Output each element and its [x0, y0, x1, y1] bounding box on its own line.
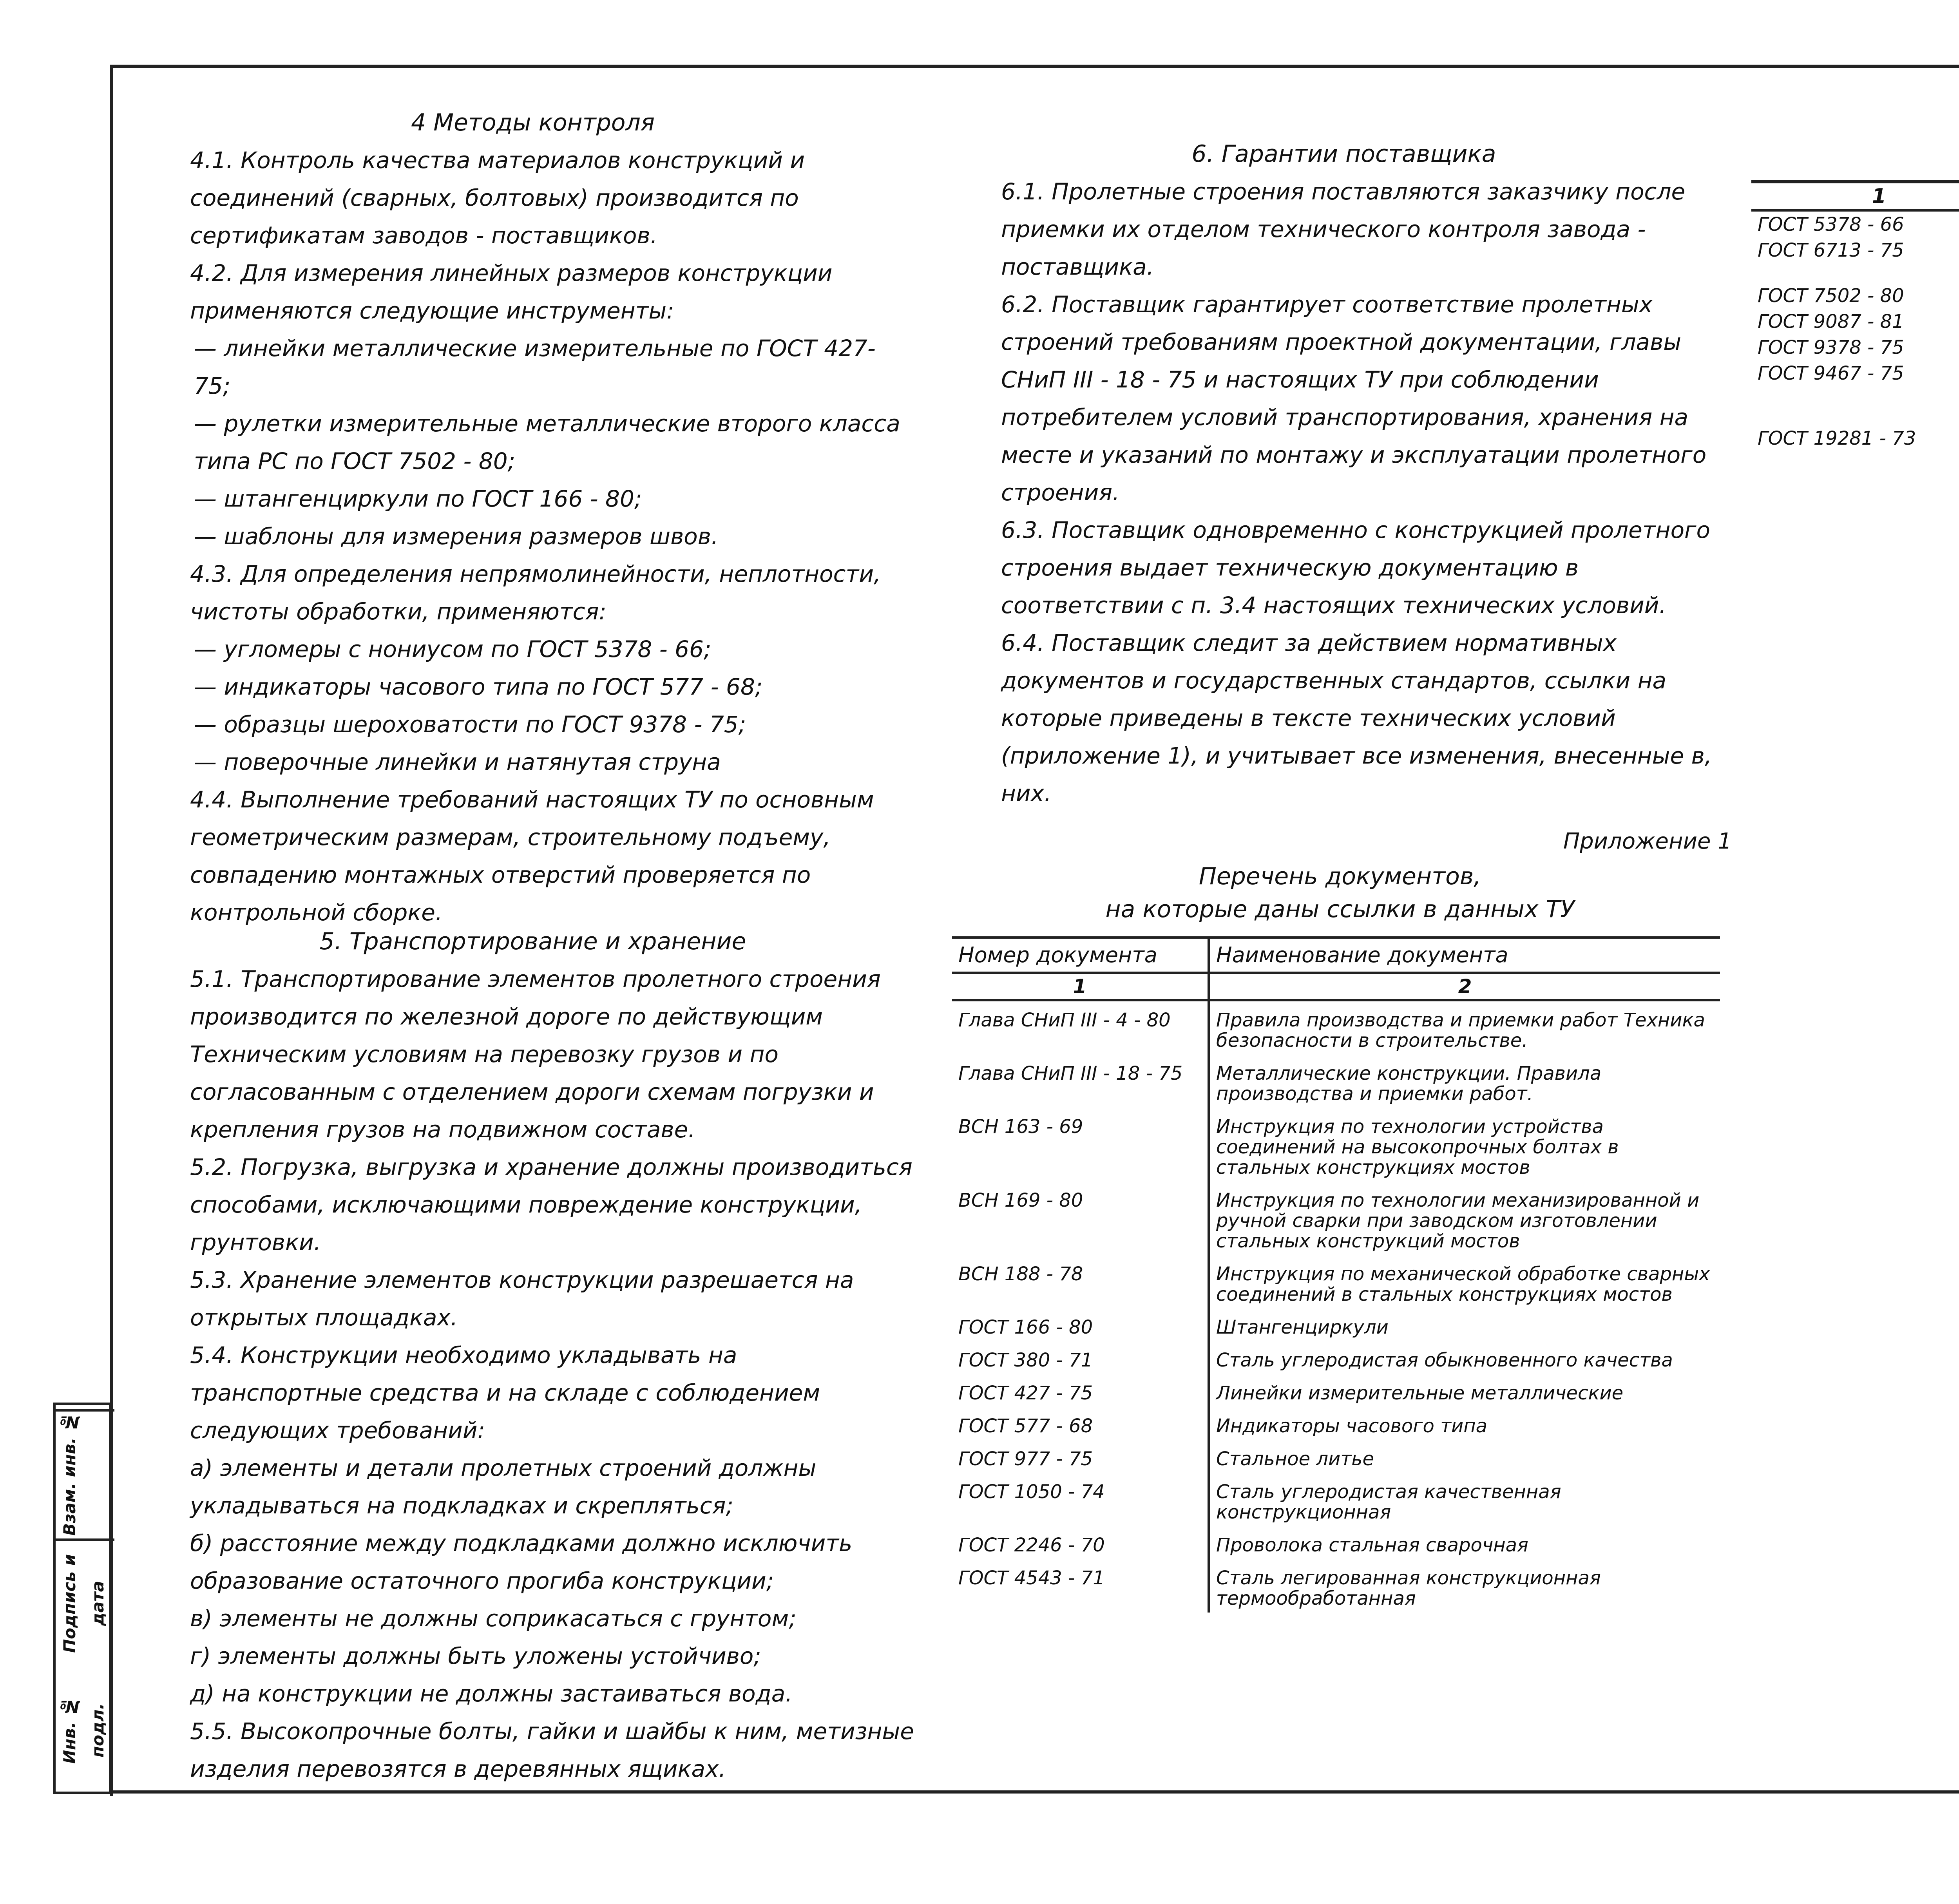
col-header-number: Номер документа [952, 938, 1209, 973]
para-5-5: 5.5. Высокопрочные болты, гайки и шайбы к ним, метизные изделия перевозятся в деревянных ящиках. [190, 1718, 914, 1782]
doc-name: Сталь легированная конструкционная термообработанная [1216, 1567, 1601, 1609]
table-row [952, 1055, 1720, 1108]
doc-number: ВСН 169 - 80 [952, 1182, 1209, 1255]
para-6-1: 6.1. Пролетные строения поставляются заказчику после приемки их отделом технического контроля завода - поставщика. [1001, 178, 1686, 280]
table-row [952, 1407, 1720, 1440]
doc-number: ГОСТ 19281 - 73 [1758, 427, 1916, 449]
table-row [952, 1526, 1720, 1559]
doc-number: ГОСТ 2246 - 70 [952, 1526, 1209, 1559]
table-row [1751, 360, 1959, 425]
section-5-title: 5. Транспортирование и хранение [319, 928, 746, 955]
doc-number: ГОСТ 9087 - 81 [1758, 311, 1904, 333]
list-item: а) элементы и детали пролетных строений должны укладываться на подкладках и скрепляться; [190, 1455, 817, 1519]
doc-number: ГОСТ 4543 - 71 [952, 1559, 1209, 1613]
col-header-name: Наименование документа [1216, 943, 1508, 967]
doc-name: Инструкция по технологии механизированной и ручной сварки при заводском изготовлении стальных конструкций мостов [1216, 1189, 1700, 1252]
list-item: — образцы шероховатости по ГОСТ 9378 - 75; [194, 711, 746, 738]
para-4-1: 4.1. Контроль качества материалов конструкций и соединений (сварных, болтовых) производится по сертификатам заводов - поставщиков. [190, 147, 805, 249]
doc-number: ГОСТ 5378 - 66 [1758, 214, 1904, 235]
para-4-4: 4.4. Выполнение требований настоящих ТУ по основным геометрическим размерам, строительному подъему, совпадению монтажных отверстий проверяется по контрольной сборке. [190, 786, 874, 926]
table-row [952, 1108, 1720, 1182]
doc-number: ГОСТ 1050 - 74 [952, 1473, 1209, 1526]
appendix-title-line1: Перечень документов, [1199, 863, 1481, 890]
table-row [952, 1255, 1720, 1309]
table-row [952, 1341, 1720, 1374]
doc-number: ГОСТ 9467 - 75 [1758, 362, 1904, 384]
table-row [1751, 237, 1959, 283]
section-4 [151, 104, 915, 931]
doc-number: ВСН 163 - 69 [952, 1108, 1209, 1182]
list-item: — шаблоны для измерения размеров швов. [194, 523, 719, 550]
para-5-1: 5.1. Транспортирование элементов пролетного строения производится по железной дороге по действующим Техническим условиям на перевозку грузов и по согласованным с отделением дороги схемам погрузки и крепления грузов на подвижном составе. [190, 966, 881, 1143]
para-5-2: 5.2. Погрузка, выгрузка и хранение должны производиться способами, исключающими повреждение конструкции, грунтовки. [190, 1154, 913, 1256]
table-row [1751, 210, 1959, 237]
para-5-3: 5.3. Хранение элементов конструкции разрешается на открытых площадках. [190, 1267, 854, 1331]
table-row [952, 1182, 1720, 1255]
table-row [1751, 335, 1959, 360]
doc-name: Проволока стальная сварочная [1216, 1534, 1528, 1556]
para-6-2: 6.2. Поставщик гарантирует соответствие пролетных строений требованиям проектной документации, главы СНиП III - 18 - 75 и настоящих ТУ при соблюдении потребителем условий транспортирования, хранения на месте и указаний по монтажу и эксплуатации пролетного строения. [1001, 291, 1707, 506]
doc-number: ГОСТ 977 - 75 [952, 1440, 1209, 1473]
doc-name: Штангенциркули [1216, 1316, 1389, 1338]
section-5 [151, 923, 915, 1788]
documents-table [952, 936, 1720, 1613]
appendix-label: Приложение 1 [1563, 829, 1732, 854]
side-stamp-field: Инв. № подл. [60, 1697, 107, 1764]
doc-number: ГОСТ 427 - 75 [952, 1374, 1209, 1407]
doc-number: ГОСТ 6713 - 75 [1758, 239, 1904, 261]
table-row [952, 1473, 1720, 1526]
doc-name: Сталь углеродистая качественная конструкционная [1216, 1481, 1561, 1523]
table-column-numbers [1751, 182, 1959, 210]
doc-number: ВСН 188 - 78 [952, 1255, 1209, 1309]
table-row [952, 1000, 1720, 1055]
table-row [1751, 309, 1959, 335]
doc-number: ГОСТ 9378 - 75 [1758, 337, 1904, 358]
para-4-2: 4.2. Для измерения линейных размеров конструкции применяются следующие инструменты: [190, 260, 833, 324]
doc-name: Индикаторы часового типа [1216, 1415, 1488, 1437]
list-item: — штангенциркули по ГОСТ 166 - 80; [194, 485, 642, 512]
doc-name: Линейки измерительные металлические [1216, 1382, 1624, 1404]
doc-name: Металлические конструкции. Правила производства и приемки работ. [1216, 1062, 1602, 1105]
doc-name: Инструкция по технологии устройства соединений на высокопрочных болтах в стальных конструкциях мостов [1216, 1116, 1619, 1178]
doc-name: Правила производства и приемки работ Техника безопасности в строительстве. [1216, 1009, 1705, 1052]
doc-number: Глава СНиП III - 4 - 80 [952, 1000, 1209, 1055]
list-item: — линейки металлические измерительные по ГОСТ 427- 75; [194, 335, 876, 399]
appendix-title [956, 860, 1724, 926]
standards-table [1751, 180, 1959, 451]
side-stamp-field: Подпись и дата [56, 1538, 114, 1666]
list-item: — рулетки измерительные металлические второго класса типа РС по ГОСТ 7502 - 80; [194, 410, 900, 474]
list-item: б) расстояние между подкладками должно исключить образование остаточного прогиба конструкции; [190, 1530, 853, 1594]
section-6-title: 6. Гарантии поставщика [1191, 140, 1496, 168]
side-stamp-field: Взам. инв. № [56, 1409, 114, 1537]
col-number-2: 2 [1458, 975, 1472, 998]
doc-number: Глава СНиП III - 18 - 75 [952, 1055, 1209, 1108]
doc-name: Сталь углеродистая обыкновенного качества [1216, 1349, 1673, 1371]
appendix-title-line2: на которые даны ссылки в данных ТУ [1105, 896, 1575, 923]
doc-name: Инструкция по механической обработке сварных соединений в стальных конструкциях мостов [1216, 1263, 1710, 1305]
list-item: в) элементы не должны соприкасаться с грунтом; [190, 1605, 797, 1632]
sheet-bottom-line [110, 1790, 1959, 1794]
table-row [1751, 283, 1959, 309]
list-item: — индикаторы часового типа по ГОСТ 577 - 68; [194, 673, 763, 700]
list-item: д) на конструкции не должны застаиваться вода. [190, 1680, 793, 1707]
table-row [952, 1309, 1720, 1341]
table-column-numbers [952, 973, 1720, 1000]
list-item: — поверочные линейки и натянутая струна [194, 749, 721, 775]
para-4-3: 4.3. Для определения непрямолинейности, неплотности, чистоты обработки, применяются: [190, 561, 881, 625]
para-5-4: 5.4. Конструкции необходимо укладывать на транспортные средства и на складе с соблюдением следующих требований: [190, 1342, 820, 1444]
para-6-4: 6.4. Поставщик следит за действием нормативных документов и государственных стандартов, ссылки на которые приведены в тексте технических условий (приложение 1), и учитывает все изменения, внесенные в, них. [1001, 630, 1712, 807]
col-number-1: 1 [952, 973, 1209, 1000]
section-6 [962, 135, 1726, 812]
list-item: г) элементы должны быть уложены устойчиво; [190, 1643, 761, 1669]
side-stamp [53, 1403, 112, 1794]
list-item: — угломеры с нониусом по ГОСТ 5378 - 66; [194, 636, 712, 662]
table-row [952, 1440, 1720, 1473]
col-number-1: 1 [1751, 182, 1959, 210]
table-row [1751, 425, 1959, 451]
doc-number: ГОСТ 7502 - 80 [1758, 285, 1904, 307]
para-6-3: 6.3. Поставщик одновременно с конструкцией пролетного строения выдает техническую документацию в соответствии с п. 3.4 настоящих технических условий. [1001, 517, 1711, 619]
table-header-row [952, 938, 1720, 973]
section-4-title: 4 Методы контроля [411, 109, 655, 136]
table-row [952, 1374, 1720, 1407]
doc-number: ГОСТ 380 - 71 [952, 1341, 1209, 1374]
doc-number: ГОСТ 166 - 80 [952, 1309, 1209, 1341]
doc-name: Стальное литье [1216, 1448, 1374, 1470]
table-row [952, 1559, 1720, 1613]
doc-number: ГОСТ 577 - 68 [952, 1407, 1209, 1440]
